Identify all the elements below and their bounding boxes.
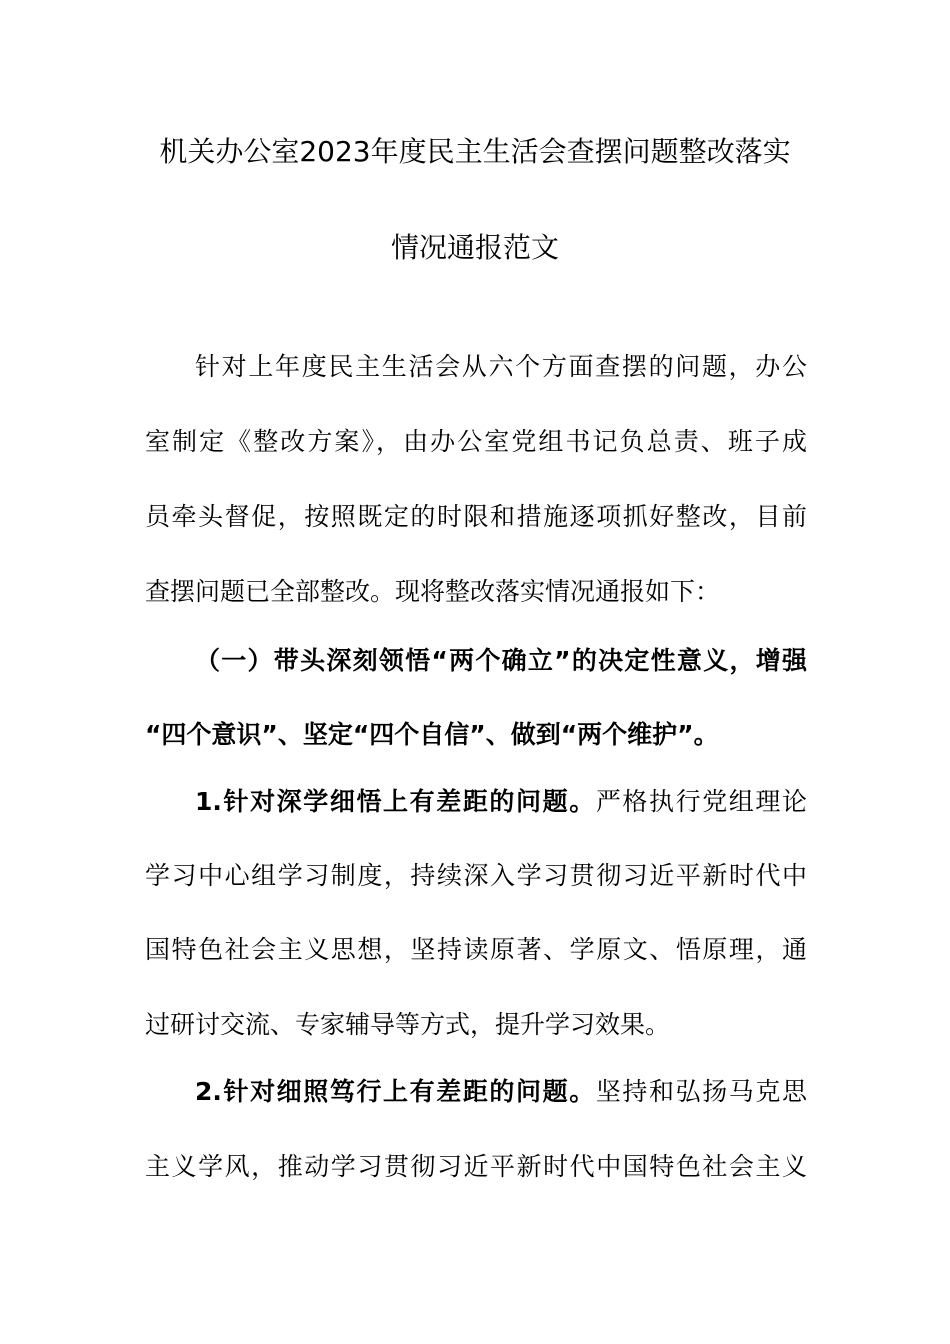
item2-line-2: 主义学风，推动学习贯彻习近平新时代中国特色社会主义 [145,1152,807,1181]
item1-line-4: 过研讨交流、专家辅导等方式，提升学习效果。 [145,1010,671,1039]
item1-line-2: 学习中心组学习制度，持续深入学习贯彻习近平新时代中 [145,861,807,890]
document-title-line-1: 机关办公室2023年度民主生活会查摆问题整改落实 [159,135,791,168]
section-heading-line-2: “四个意识”、坚定“四个自信”、做到“两个维护”。 [145,720,719,749]
intro-line-2: 室制定《整改方案》，由办公室党组书记负总责、班子成 [145,427,807,456]
item1-line-1 [195,783,807,821]
item2-line1-rest: 坚持和弘扬马克思 [595,1077,807,1106]
item1-line1-rest: 严格执行党组理论 [595,787,807,816]
intro-line-3: 员牵头督促，按照既定的时限和措施逐项抓好整改，目前 [145,502,807,531]
section-heading-line-1: （一）带头深刻领悟“两个确立”的决定性意义，增强 [195,646,807,675]
document-title-line-2: 情况通报范文 [390,231,559,264]
item2-line-1 [195,1073,807,1111]
item1-lead: 1.针对深学细悟上有差距的问题。 [195,787,596,816]
item2-lead: 2.针对细照笃行上有差距的问题。 [195,1077,596,1106]
intro-line-1: 针对上年度民主生活会从六个方面查摆的问题，办公 [195,352,807,381]
intro-line-4: 查摆问题已全部整改。现将整改落实情况通报如下： [145,577,721,606]
item1-line-3: 国特色社会主义思想，坚持读原著、学原文、悟原理，通 [145,935,807,964]
